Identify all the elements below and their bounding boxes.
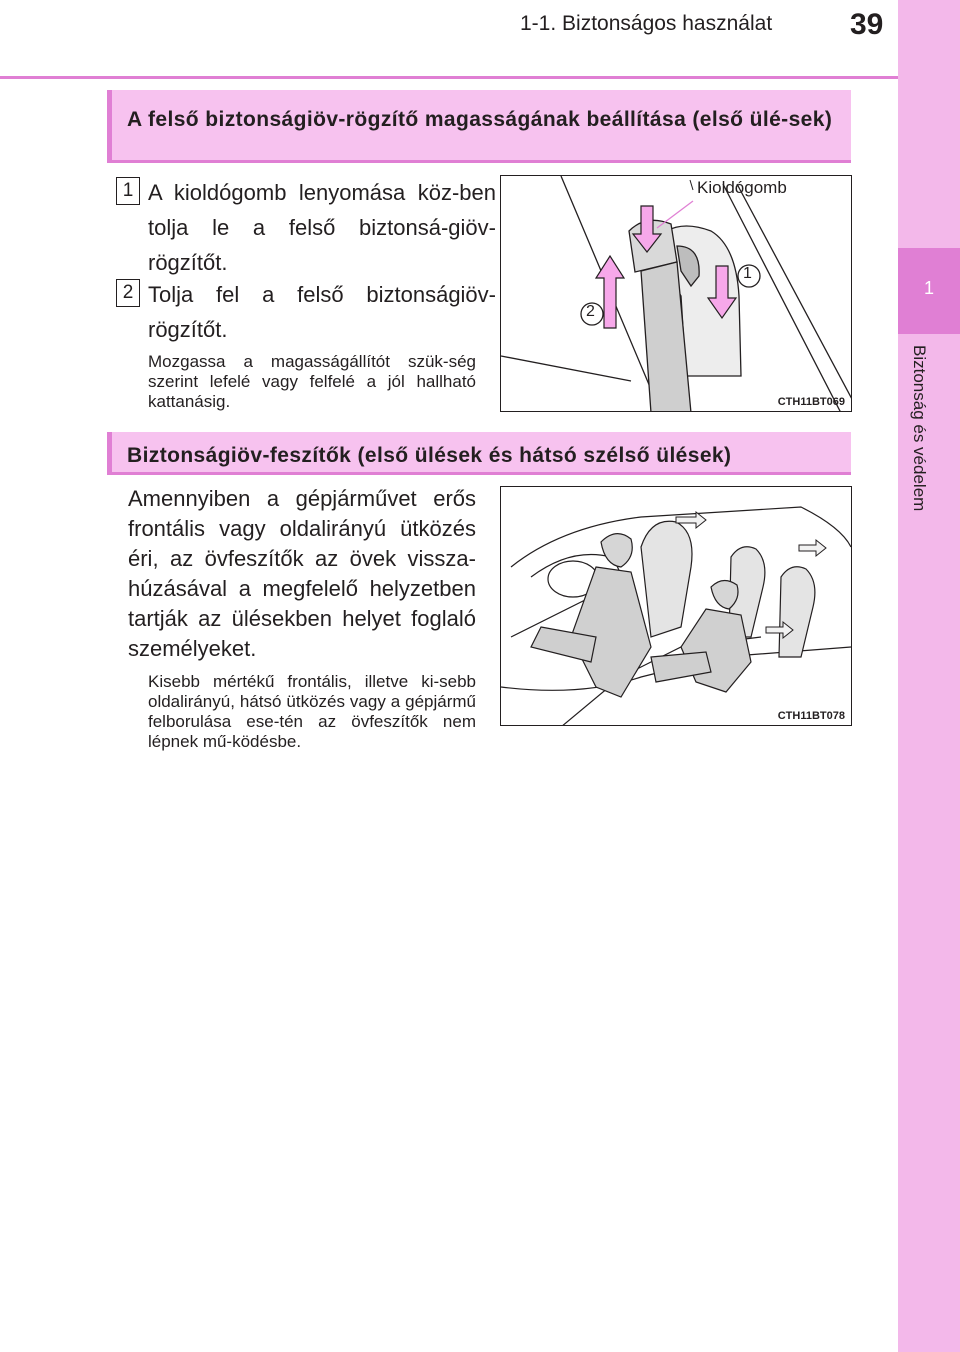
release-button-callout: Kioldógomb [697,178,787,197]
step-1-number: 1 [116,177,140,205]
section1-note: Mozgassa a magasságállítót szük-ség szerint lefelé vagy felfelé a jól hallható kattanásig. [148,352,476,411]
step-2-text: Tolja fel a felső biztonságiöv-rögzítőt. [148,282,496,342]
section2-note: Kisebb mértékű frontális, illetve ki-sebb oldalirányú, hátsó ütközés vagy a gépjármű felborulása ese-tén az övfeszítők nem lépnek mű-ködésbe. [148,672,476,751]
car-interior-illustration [501,487,852,726]
section-heading-pretensioners: Biztonságiöv-feszítők (első ülések és hátsó szélső ülések) [107,432,851,475]
pretensioner-figure [500,486,852,726]
figure-2-code: CTH11BT078 [777,710,845,722]
page-number: 39 [850,8,884,41]
running-header-section: 1-1. Biztonságos használat [520,12,773,35]
header-rule [0,76,898,79]
step-2-number: 2 [116,279,140,307]
marker-1-label: 1 [743,265,752,282]
section2-body: Amennyiben a gépjárművet erős frontális vagy oldalirányú ütközés éri, az övfeszítők az övek vissza-húzásával a megfelelő helyzetben tartják az ülésekben helyet foglaló személyeket. [128,486,476,661]
side-strip [898,0,960,1352]
section-heading-anchor-height: A felső biztonságiöv-rögzítő magasságának beállítása (első ülé-sek) [107,90,851,163]
seatbelt-anchor-illustration [501,176,852,412]
marker-2-label: 2 [586,303,595,320]
chapter-tab-label: Biztonság és védelem [910,345,929,512]
figure-1-code: CTH11BT069 [777,396,845,408]
chapter-tab-number: 1 [923,278,934,298]
seatbelt-anchor-figure [500,175,852,412]
step-1-text: A kioldógomb lenyomása köz-ben tolja le a felső biztonsá-giöv-rögzítőt. [148,180,496,275]
